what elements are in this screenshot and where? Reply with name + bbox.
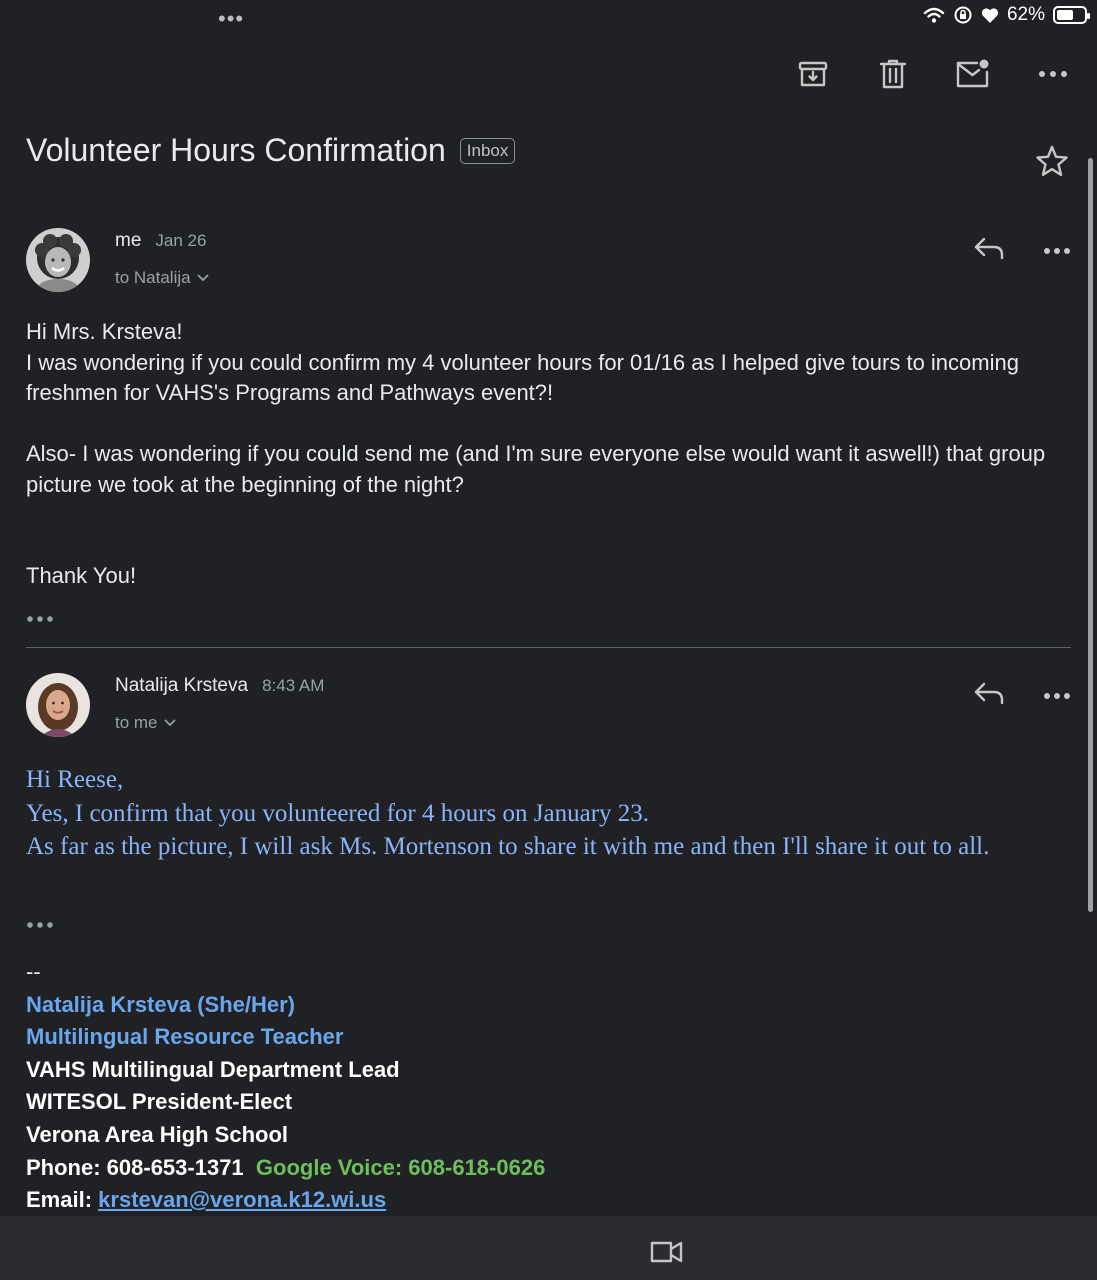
- show-trimmed-content-button[interactable]: [26, 611, 60, 627]
- message-more-button[interactable]: [1043, 687, 1071, 705]
- bottom-bar: [0, 1216, 1097, 1280]
- message-body: [26, 317, 1066, 592]
- heart-icon: [981, 7, 999, 24]
- scrollbar[interactable]: [1088, 158, 1093, 912]
- battery-fill: [1057, 10, 1073, 20]
- email-subject: Volunteer Hours Confirmation: [26, 132, 446, 168]
- status-indicators: [923, 4, 1087, 26]
- avatar-photo-child: [26, 228, 90, 292]
- sender-line: [115, 230, 206, 252]
- body-line: Also- I was wondering if you could send me (and I'm sure everyone else would want it aswell!) that group picture we took at the beginning of the night?: [26, 441, 1046, 497]
- show-trimmed-content-button[interactable]: [26, 917, 60, 933]
- recipient-text: to me: [115, 713, 158, 732]
- battery-icon: [1053, 6, 1087, 24]
- avatar[interactable]: [26, 228, 90, 292]
- avatar-photo-woman: [26, 673, 90, 737]
- reply-message-body: [26, 763, 1061, 864]
- message-actions: [973, 681, 1071, 710]
- recipient-details-toggle[interactable]: [115, 713, 176, 733]
- orientation-lock-icon: [953, 5, 973, 25]
- archive-button[interactable]: [795, 56, 831, 92]
- inbox-label-badge[interactable]: Inbox: [460, 138, 516, 164]
- reply-button[interactable]: [973, 681, 1005, 710]
- signature-phone-line: [26, 1152, 545, 1185]
- body-line: Hi Mrs. Krsteva!: [26, 319, 183, 344]
- trash-icon: [878, 58, 908, 90]
- mark-unread-button[interactable]: [955, 56, 991, 92]
- message-divider: [26, 647, 1071, 648]
- battery-percent: 62%: [1006, 4, 1045, 25]
- multitasking-dots-icon[interactable]: •••: [218, 6, 245, 31]
- signature-title: Multilingual Resource Teacher: [26, 1024, 344, 1050]
- more-horizontal-icon: [1038, 70, 1068, 78]
- sender-line: [115, 675, 324, 697]
- star-icon: [1035, 144, 1069, 178]
- more-horizontal-icon: [1043, 247, 1071, 255]
- signature-email-line: [26, 1184, 545, 1217]
- body-line: Yes, I confirm that you volunteered for 4 hours on January 23.: [26, 799, 650, 827]
- wifi-icon: [923, 6, 945, 24]
- email-signature: [26, 956, 545, 1217]
- signature-google-voice: Google Voice: 608-618-0626: [255, 1154, 546, 1180]
- signature-email-link[interactable]: krstevan@verona.k12.wi.us: [98, 1187, 387, 1213]
- recipient-text: to Natalija: [115, 268, 191, 287]
- body-line: Thank You!: [26, 563, 137, 588]
- message-more-button[interactable]: [1043, 242, 1071, 260]
- star-button[interactable]: [1035, 144, 1069, 183]
- delete-button[interactable]: [875, 56, 911, 92]
- video-camera-icon: [649, 1238, 685, 1266]
- body-line: I was wondering if you could confirm my 4 volunteer hours for 01/16 as I helped give tours to incoming freshmen for VAHS's Programs and Pathways event?!: [26, 349, 1019, 405]
- reply-button[interactable]: [973, 236, 1005, 265]
- signature-name: Natalija Krsteva (She/Her): [26, 991, 295, 1017]
- more-horizontal-icon: [26, 615, 54, 623]
- avatar[interactable]: [26, 673, 90, 737]
- recipient-details-toggle[interactable]: [115, 268, 209, 288]
- chevron-down-icon: [197, 274, 209, 282]
- message-header[interactable]: [26, 673, 1071, 743]
- reply-icon: [973, 681, 1005, 705]
- body-line: Hi Reese,: [26, 766, 124, 793]
- sender-name: me: [115, 230, 142, 251]
- more-horizontal-icon: [1043, 692, 1071, 700]
- message-actions: [973, 236, 1071, 265]
- chevron-down-icon: [164, 719, 176, 727]
- signature-line: VAHS Multilingual Department Lead: [26, 1056, 400, 1082]
- battery-tip: [1087, 13, 1090, 19]
- mail-unread-icon: [955, 58, 991, 90]
- reply-icon: [973, 236, 1005, 260]
- more-horizontal-icon: [26, 921, 54, 929]
- message-header[interactable]: [26, 228, 1071, 298]
- more-options-button[interactable]: [1035, 56, 1071, 92]
- signature-phone: Phone: 608-653-1371: [26, 1154, 244, 1180]
- message-date: Jan 26: [155, 231, 207, 250]
- email-toolbar: [795, 56, 1071, 92]
- signature-line: Verona Area High School: [26, 1121, 289, 1147]
- body-line: As far as the picture, I will ask Ms. Mortenson to share it with me and then I'll share it out to all.: [26, 833, 990, 860]
- message-time: 8:43 AM: [262, 676, 325, 695]
- status-bar: [0, 0, 1097, 34]
- video-call-button[interactable]: [649, 1238, 685, 1271]
- sender-name: Natalija Krsteva: [115, 675, 249, 696]
- archive-icon: [797, 58, 829, 90]
- subject-row: [26, 132, 515, 169]
- signature-email-label: Email:: [26, 1187, 93, 1213]
- signature-separator: --: [26, 959, 41, 984]
- signature-line: WITESOL President-Elect: [26, 1089, 293, 1115]
